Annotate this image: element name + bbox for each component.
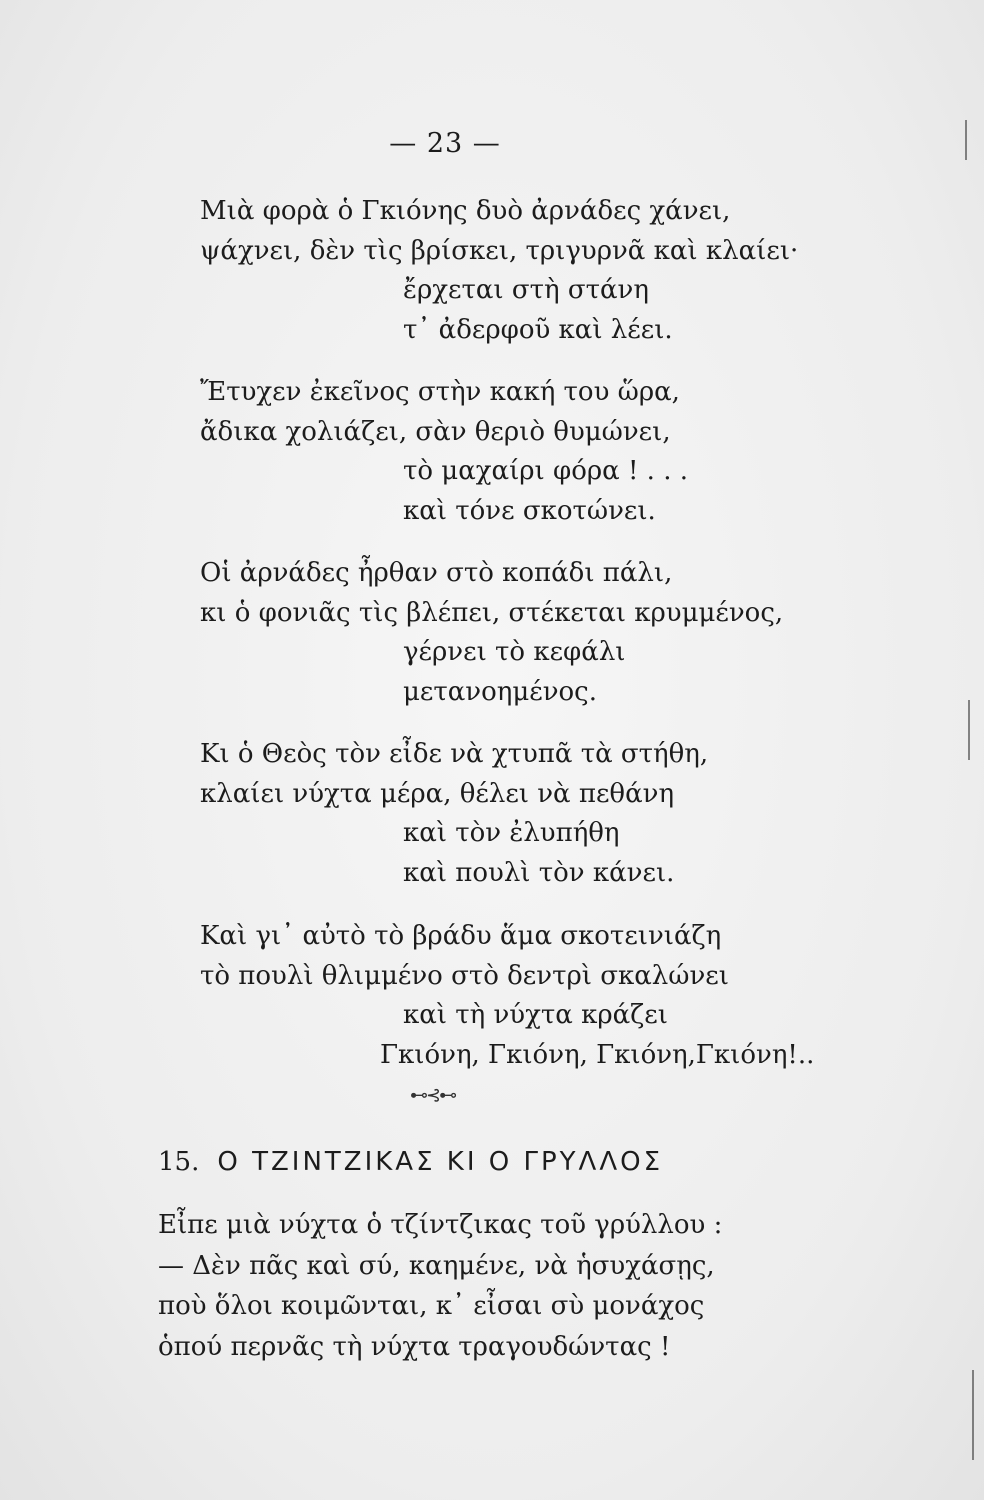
verse-line: μετανοημένος.: [403, 676, 597, 707]
verse-line: Ἔτυχεν ἐκεῖνος στὴν κακή του ὥρα,: [200, 377, 680, 407]
page-number: — 23 —: [389, 128, 501, 159]
scan-edge-mark: [968, 700, 970, 760]
section-title: Ο ΤΖΙΝΤΖΙΚΑΣ ΚΙ Ο ΓΡΥΛΛΟΣ: [217, 1147, 664, 1177]
scan-edge-mark: [972, 1370, 974, 1460]
verse-line: ποὺ ὅλοι κοιμῶνται, κ᾽ εἶσαι σὺ μονάχος: [158, 1291, 705, 1321]
stanza-2: [200, 373, 840, 531]
verse-line: ἔρχεται στὴ στάνη: [403, 275, 649, 305]
verse-line: Οἱ ἀρνάδες ἦρθαν στὸ κοπάδι πάλι,: [200, 558, 673, 588]
verse-line: ὁπού περνᾶς τὴ νύχτα τραγουδώντας !: [158, 1331, 671, 1362]
verse-line: καὶ τόνε σκοτώνει.: [403, 495, 656, 526]
stanza-5: [200, 917, 840, 1075]
section-number: 15.: [158, 1147, 200, 1177]
verse-line: τ᾽ ἀδερφοῦ καὶ λέει.: [403, 314, 673, 345]
verse-line: κλαίει νύχτα μέρα, θέλει νὰ πεθάνη: [200, 778, 675, 809]
verse-line: γέρνει τὸ κεφάλι: [403, 637, 626, 667]
verse-line: — Δὲν πᾶς καὶ σύ, καημένε, νὰ ἡσυχάσῃς,: [158, 1250, 715, 1281]
verse-line: τὸ μαχαίρι φόρα ! . . .: [403, 456, 689, 486]
verse-line: κι ὁ φονιᾶς τὶς βλέπει, στέκεται κρυμμένος,: [200, 597, 784, 628]
verse-line: Κι ὁ Θεὸς τὸν εἶδε νὰ χτυπᾶ τὰ στήθη,: [200, 739, 709, 769]
verse-line: Γκιόνη, Γκιόνη, Γκιόνη,Γκιόνη!..: [380, 1039, 815, 1070]
verse-line: Καὶ γι᾽ αὐτὸ τὸ βράδυ ἅμα σκοτεινιάζη: [200, 921, 722, 951]
scan-edge-mark: [965, 120, 967, 160]
verse-line: ἄδικα χολιάζει, σὰν θεριὸ θυμώνει,: [200, 416, 671, 447]
stanza-4: [200, 735, 840, 893]
section-heading: [158, 1147, 663, 1177]
verse-line: καὶ τὴ νύχτα κράζει: [403, 1000, 668, 1030]
poem-cicada-cricket: [158, 1205, 858, 1367]
verse-line: Μιὰ φορὰ ὁ Γκιόνης δυὸ ἀρνάδες χάνει,: [200, 196, 731, 226]
stanza-1: [200, 192, 840, 350]
verse-line: καὶ τὸν ἐλυπήθη: [403, 818, 620, 848]
ornament-separator: ⊷⊰⊷: [410, 1085, 456, 1106]
verse-line: Εἶπε μιὰ νύχτα ὁ τζίντζικας τοῦ γρύλλου :: [158, 1210, 723, 1240]
verse-line: καὶ πουλὶ τὸν κάνει.: [403, 857, 675, 888]
stanza-3: [200, 554, 840, 712]
verse-line: τὸ πουλὶ θλιμμένο στὸ δεντρὶ σκαλώνει: [200, 960, 729, 991]
verse-line: ψάχνει, δὲν τὶς βρίσκει, τριγυρνᾶ καὶ κλαίει·: [200, 235, 799, 266]
